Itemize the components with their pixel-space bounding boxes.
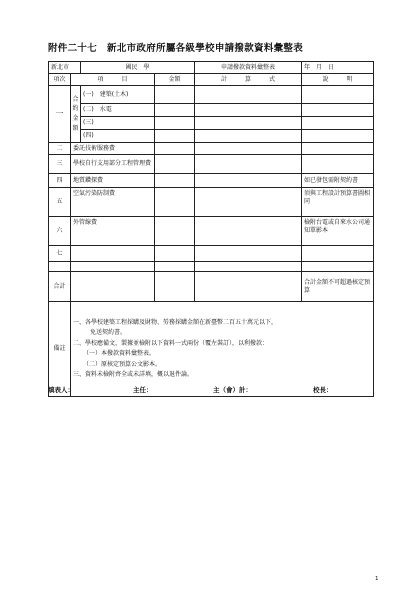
total-row bbox=[49, 272, 374, 302]
item-label: 外管線費 bbox=[71, 217, 155, 246]
calc-cell[interactable] bbox=[195, 104, 302, 117]
column-header-row bbox=[49, 74, 374, 86]
total-label: 合計 bbox=[49, 272, 71, 302]
desc-cell[interactable] bbox=[302, 155, 374, 174]
col-calc: 計 算 式 bbox=[195, 74, 302, 86]
amount-cell[interactable] bbox=[155, 217, 195, 246]
title-prefix: 附件二十七 bbox=[48, 43, 98, 54]
desc-cell: 須與工程設計預算書圖相同 bbox=[302, 188, 374, 217]
table-row bbox=[49, 143, 374, 155]
amount-cell[interactable] bbox=[155, 130, 195, 143]
form-header-row bbox=[49, 62, 374, 74]
desc-cell: 如已發包需附契約書 bbox=[302, 174, 374, 188]
row-no: 五 bbox=[49, 188, 71, 217]
table-row bbox=[49, 174, 374, 188]
calc-cell[interactable] bbox=[195, 86, 302, 104]
calc-cell[interactable] bbox=[195, 272, 302, 302]
desc-cell[interactable] bbox=[302, 246, 374, 262]
row-no: 一 bbox=[49, 86, 71, 143]
supervisor-label: 主任： bbox=[133, 386, 153, 394]
accounting-label: 主（會）計： bbox=[213, 386, 252, 394]
amount-cell[interactable] bbox=[155, 143, 195, 155]
sub-item: (四) bbox=[81, 130, 155, 143]
item-label bbox=[71, 272, 155, 302]
table-row bbox=[49, 130, 374, 143]
item-label: 空氣污染防制費 bbox=[71, 188, 155, 217]
table-row bbox=[49, 246, 374, 262]
row-no bbox=[49, 262, 71, 272]
item-label: 地質鑽探費 bbox=[71, 174, 155, 188]
row-no: 四 bbox=[49, 174, 71, 188]
col-desc: 說 明 bbox=[302, 74, 374, 86]
note-line: （二）原核定預算公文影本。 bbox=[83, 360, 162, 368]
header-year-month: 年 月 日 bbox=[302, 62, 374, 74]
desc-cell[interactable] bbox=[302, 104, 374, 117]
amount-cell[interactable] bbox=[155, 86, 195, 104]
header-city: 新北市 bbox=[49, 62, 81, 74]
col-item: 項 目 bbox=[71, 74, 155, 86]
item-label[interactable] bbox=[71, 262, 155, 272]
amount-cell[interactable] bbox=[155, 262, 195, 272]
amount-cell[interactable] bbox=[155, 272, 195, 302]
calc-cell[interactable] bbox=[195, 262, 302, 272]
calc-cell[interactable] bbox=[195, 130, 302, 143]
page-number: 1 bbox=[375, 576, 379, 582]
table-row bbox=[49, 217, 374, 246]
row-no: 六 bbox=[49, 217, 71, 246]
notes-row bbox=[49, 302, 374, 397]
notes-content bbox=[71, 302, 374, 397]
col-no: 項次 bbox=[49, 74, 71, 86]
calc-cell[interactable] bbox=[195, 217, 302, 246]
title-main: 新北市政府所屬各級學校申請撥款資料彙整表 bbox=[107, 43, 304, 54]
sub-item: (二) 水電 bbox=[81, 104, 155, 117]
calc-cell[interactable] bbox=[195, 155, 302, 174]
table-row bbox=[49, 104, 374, 117]
desc-cell: 合計金額不可超過核定預算 bbox=[302, 272, 374, 302]
amount-cell[interactable] bbox=[155, 104, 195, 117]
calc-cell[interactable] bbox=[195, 188, 302, 217]
sub-item: (一) 建築(土木) bbox=[81, 86, 155, 104]
item-label[interactable] bbox=[71, 246, 155, 262]
desc-cell[interactable] bbox=[302, 86, 374, 104]
amount-cell[interactable] bbox=[155, 117, 195, 130]
item-label: 委託技術服務費 bbox=[71, 143, 155, 155]
amount-cell[interactable] bbox=[155, 246, 195, 262]
notes-label: 備註 bbox=[49, 302, 71, 397]
table-row bbox=[49, 262, 374, 272]
group-label: 合約金額 bbox=[71, 86, 81, 143]
row-no: 七 bbox=[49, 246, 71, 262]
preparer-label: 填表人： bbox=[48, 386, 74, 394]
desc-cell[interactable] bbox=[302, 117, 374, 130]
sub-item: (三) bbox=[81, 117, 155, 130]
table-row bbox=[49, 86, 374, 104]
item-label: 學校自行支用部分工程管理費 bbox=[71, 155, 155, 174]
table-row bbox=[49, 117, 374, 130]
calc-cell[interactable] bbox=[195, 174, 302, 188]
note-line: 一、各學校建築工程採購及財物、勞務採購金額在新臺幣二百五十萬元以下， bbox=[73, 318, 278, 326]
header-form-name: 申請撥款資料彙整表 bbox=[195, 62, 302, 74]
principal-label: 校長： bbox=[313, 386, 333, 394]
note-line: 免送契約書。 bbox=[90, 329, 127, 336]
amount-cell[interactable] bbox=[155, 174, 195, 188]
row-no: 二 bbox=[49, 143, 71, 155]
col-amount: 金額 bbox=[155, 74, 195, 86]
table-row bbox=[49, 188, 374, 217]
page-title bbox=[48, 40, 303, 54]
desc-cell: 檢附台電或自來水公司通知單影本 bbox=[302, 217, 374, 246]
note-line: （一）本撥款資料彙整表。 bbox=[83, 350, 156, 357]
calc-cell[interactable] bbox=[195, 246, 302, 262]
note-line: 三、資料未檢附齊全或未詳填，概以退件論。 bbox=[73, 371, 194, 378]
desc-cell[interactable] bbox=[302, 143, 374, 155]
header-school-type: 國民 學 bbox=[81, 62, 195, 74]
amount-cell[interactable] bbox=[155, 188, 195, 217]
row-no: 三 bbox=[49, 155, 71, 174]
desc-cell[interactable] bbox=[302, 130, 374, 143]
table-row bbox=[49, 155, 374, 174]
allocation-form-table bbox=[48, 61, 374, 397]
note-line: 二、學校應備文、製據並檢附以下資料一式兩份（覆左裝訂），以利撥款： bbox=[73, 339, 269, 347]
calc-cell[interactable] bbox=[195, 117, 302, 130]
amount-cell[interactable] bbox=[155, 155, 195, 174]
desc-cell[interactable] bbox=[302, 262, 374, 272]
calc-cell[interactable] bbox=[195, 143, 302, 155]
